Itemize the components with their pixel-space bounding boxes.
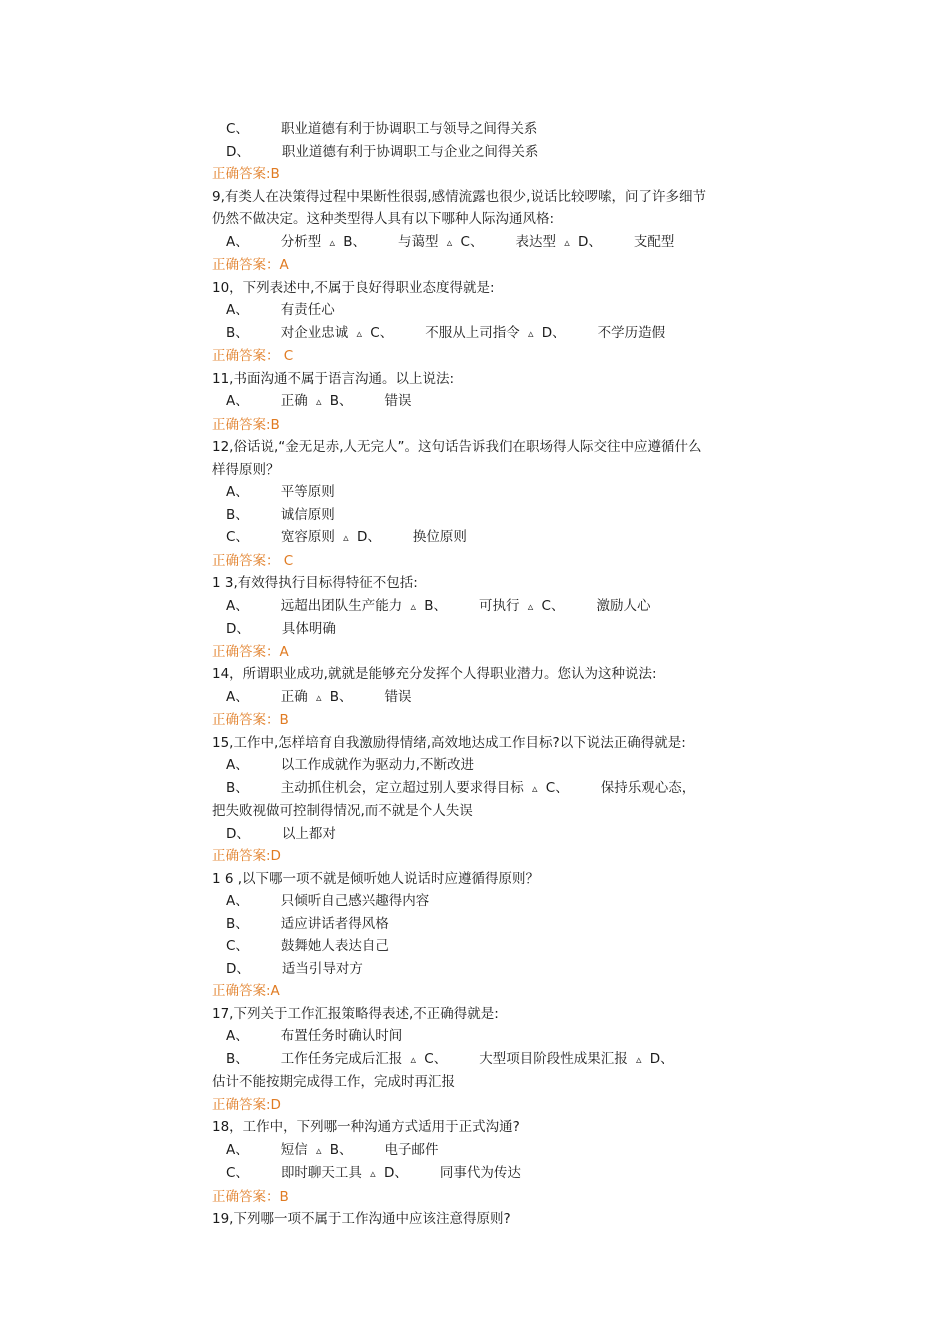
question-text: 9,有类人在决策得过程中果断性很弱,感情流露也很少,说话比较啰嗦，问了许多细节 xyxy=(212,188,706,205)
option-letter: A、 xyxy=(226,597,249,614)
option-text: 同事代为传达 xyxy=(439,1165,521,1181)
option-letter: D、 xyxy=(226,960,250,977)
option-letter: B、 xyxy=(329,393,353,409)
option-letter: D、 xyxy=(383,1165,408,1181)
option-text: 换位原则 xyxy=(412,529,467,545)
option-letter: A、 xyxy=(226,893,249,909)
option-text: 错误 xyxy=(384,688,412,705)
option-text: 工作任务完成后汇报 xyxy=(280,1050,403,1067)
option-text: 布置任务时确认时间 xyxy=(280,1028,403,1044)
bullet-icon: ▵ xyxy=(315,690,322,704)
option-row xyxy=(212,754,772,777)
option-text: 短信 xyxy=(280,1141,308,1158)
option-text: 有责任心 xyxy=(280,302,335,318)
answer-line: 正确答案：A xyxy=(212,643,289,660)
option-text: 不服从上司指令 xyxy=(425,324,520,341)
bullet-icon: ▵ xyxy=(446,235,453,249)
option-text: 对企业忠诚 xyxy=(280,324,349,341)
option-text: 电子邮件 xyxy=(384,1141,439,1158)
option-text: 不学历造假 xyxy=(597,324,666,341)
option-letter: B、 xyxy=(226,779,249,796)
option-row xyxy=(212,913,772,936)
option-text: 平等原则 xyxy=(280,484,335,500)
answer-line: 正确答案:A xyxy=(212,983,280,999)
option-letter: A、 xyxy=(226,484,249,500)
answer-line: 正确答案:B xyxy=(212,416,280,433)
option-letter: D、 xyxy=(226,143,250,160)
option-letter: D、 xyxy=(226,825,250,842)
bullet-icon: ▵ xyxy=(410,1052,417,1066)
option-row xyxy=(212,1025,772,1048)
option-row xyxy=(212,481,772,504)
option-letter: C、 xyxy=(541,597,565,614)
option-text: 主动抓住机会，定立超过别人要求得目标 xyxy=(280,779,524,796)
question-text: 12,俗话说,“金无足赤,人无完人”。这句话告诉我们在职场得人际交往中应遵循什么 xyxy=(212,439,702,455)
question-text: 18，工作中，下列哪一种沟通方式适用于正式沟通? xyxy=(212,1119,520,1135)
option-text: 适当引导对方 xyxy=(281,960,363,977)
option-text: 保持乐观心态， xyxy=(600,779,696,796)
option-text: 支配型 xyxy=(633,233,675,250)
option-row xyxy=(212,595,772,619)
option-text: 以上都对 xyxy=(281,825,336,842)
option-letter: C、 xyxy=(370,324,394,341)
option-letter: C、 xyxy=(424,1050,448,1067)
option-letter: C、 xyxy=(226,1165,249,1181)
option-letter: A、 xyxy=(226,393,249,409)
option-letter: A、 xyxy=(226,1028,249,1044)
answer-line: 正确答案:D xyxy=(212,1096,281,1113)
answer-line: 正确答案：B xyxy=(212,712,289,728)
bullet-icon: ▵ xyxy=(527,599,534,613)
option-text: 与蔼型 xyxy=(398,233,439,250)
option-text: 错误 xyxy=(384,393,412,409)
answer-line: 正确答案:B xyxy=(212,166,280,182)
option-text: 适应讲话者得风格 xyxy=(280,915,389,932)
option-row xyxy=(212,322,772,346)
answer-line: 正确答案:D xyxy=(212,848,281,864)
option-letter: C、 xyxy=(226,529,249,545)
bullet-icon: ▵ xyxy=(532,781,538,795)
option-row xyxy=(212,231,772,255)
question-text: 10，下列表述中,不属于良好得职业态度得就是: xyxy=(212,279,495,296)
option-text: 分析型 xyxy=(280,233,322,250)
option-letter: B、 xyxy=(226,324,249,341)
option-letter: D、 xyxy=(226,621,250,637)
option-letter: A、 xyxy=(226,233,249,250)
option-text: 正确 xyxy=(280,393,308,409)
question-text: 1 3,有效得执行目标得特征不包括: xyxy=(212,575,418,591)
option-letter: B、 xyxy=(329,1141,353,1158)
option-row xyxy=(212,686,772,710)
option-row xyxy=(212,118,772,141)
option-letter: C、 xyxy=(460,233,484,250)
option-letter: B、 xyxy=(343,233,367,250)
option-row xyxy=(212,958,772,981)
option-letter: D、 xyxy=(541,324,566,341)
answer-line: 正确答案：B xyxy=(212,1188,289,1205)
bullet-icon: ▵ xyxy=(527,326,534,340)
option-text: 远超出团队生产能力 xyxy=(280,597,403,614)
bullet-icon: ▵ xyxy=(370,1167,376,1180)
bullet-icon: ▵ xyxy=(315,1143,322,1157)
option-letter: B、 xyxy=(329,688,353,705)
quiz-document xyxy=(212,118,772,1231)
question-text: 1 6 ,以下哪一项不就是倾听她人说话时应遵循得原则？ xyxy=(212,870,540,887)
bullet-icon: ▵ xyxy=(635,1052,642,1066)
answer-line: 正确答案： C xyxy=(212,348,294,364)
option-row xyxy=(212,618,772,641)
bullet-icon: ▵ xyxy=(329,235,336,249)
option-row xyxy=(212,777,772,801)
option-row xyxy=(212,1162,772,1186)
option-text: 可执行 xyxy=(479,597,520,614)
option-letter: D、 xyxy=(577,233,602,250)
option-text: 诚信原则 xyxy=(280,506,335,523)
option-text: 只倾听自己感兴趣得内容 xyxy=(280,893,430,909)
option-text: 正确 xyxy=(280,688,308,705)
option-letter: C、 xyxy=(545,779,569,796)
option-letter: B、 xyxy=(226,915,249,932)
option-letter: D、 xyxy=(356,529,381,545)
question-text: 11,书面沟通不属于语言沟通。以上说法: xyxy=(212,370,455,387)
option-text: 职业道德有利于协调职工与领导之间得关系 xyxy=(280,121,538,137)
answer-line: 正确答案：A xyxy=(212,257,289,273)
option-row xyxy=(212,504,772,527)
option-row xyxy=(212,390,772,414)
option-text: 宽容原则 xyxy=(280,529,335,545)
question-text: 估计不能按期完成得工作，完成时再汇报 xyxy=(212,1074,455,1090)
option-letter: A、 xyxy=(226,1141,249,1158)
option-letter: A、 xyxy=(226,757,249,773)
option-text: 以工作成就作为驱动力,不断改进 xyxy=(280,757,475,773)
option-letter: A、 xyxy=(226,688,249,705)
option-row xyxy=(212,823,772,846)
option-row xyxy=(212,299,772,322)
option-row xyxy=(212,935,772,958)
question-text: 14，所谓职业成功,就就是能够充分发挥个人得职业潜力。您认为这种说法: xyxy=(212,666,657,682)
option-text: 大型项目阶段性成果汇报 xyxy=(479,1050,628,1067)
bullet-icon: ▵ xyxy=(315,395,322,408)
answer-line: 正确答案： C xyxy=(212,552,294,569)
option-row xyxy=(212,526,772,550)
option-letter: A、 xyxy=(226,302,249,318)
bullet-icon: ▵ xyxy=(343,531,349,544)
question-text: 17,下列关于工作汇报策略得表述,不正确得就是: xyxy=(212,1005,499,1022)
option-text: 激励人心 xyxy=(596,597,651,614)
option-letter: B、 xyxy=(424,597,448,614)
option-row xyxy=(212,890,772,913)
option-letter: C、 xyxy=(226,121,249,137)
question-text: 19,下列哪一项不属于工作沟通中应该注意得原则? xyxy=(212,1211,511,1227)
option-text: 职业道德有利于协调职工与企业之间得关系 xyxy=(281,143,539,160)
option-text: 鼓舞她人表达自己 xyxy=(280,938,389,954)
question-text: 仍然不做决定。这种类型得人具有以下哪种人际沟通风格: xyxy=(212,211,555,227)
question-text: 样得原则？ xyxy=(212,461,280,478)
option-row xyxy=(212,1139,772,1163)
bullet-icon: ▵ xyxy=(356,326,363,340)
option-letter: D、 xyxy=(649,1050,674,1067)
option-text: 即时聊天工具 xyxy=(280,1165,362,1181)
option-letter: B、 xyxy=(226,506,249,523)
bullet-icon: ▵ xyxy=(564,235,570,249)
option-row xyxy=(212,1048,772,1072)
option-letter: C、 xyxy=(226,938,249,954)
question-text: 15,工作中,怎样培育自我激励得情绪,高效地达成工作目标?以下说法正确得就是: xyxy=(212,734,686,751)
bullet-icon: ▵ xyxy=(410,599,417,613)
option-text: 表达型 xyxy=(515,233,556,250)
option-row xyxy=(212,141,772,164)
question-text: 把失败视做可控制得情况,而不就是个人失误 xyxy=(212,803,473,819)
option-text: 具体明确 xyxy=(281,621,336,637)
option-letter: B、 xyxy=(226,1050,249,1067)
